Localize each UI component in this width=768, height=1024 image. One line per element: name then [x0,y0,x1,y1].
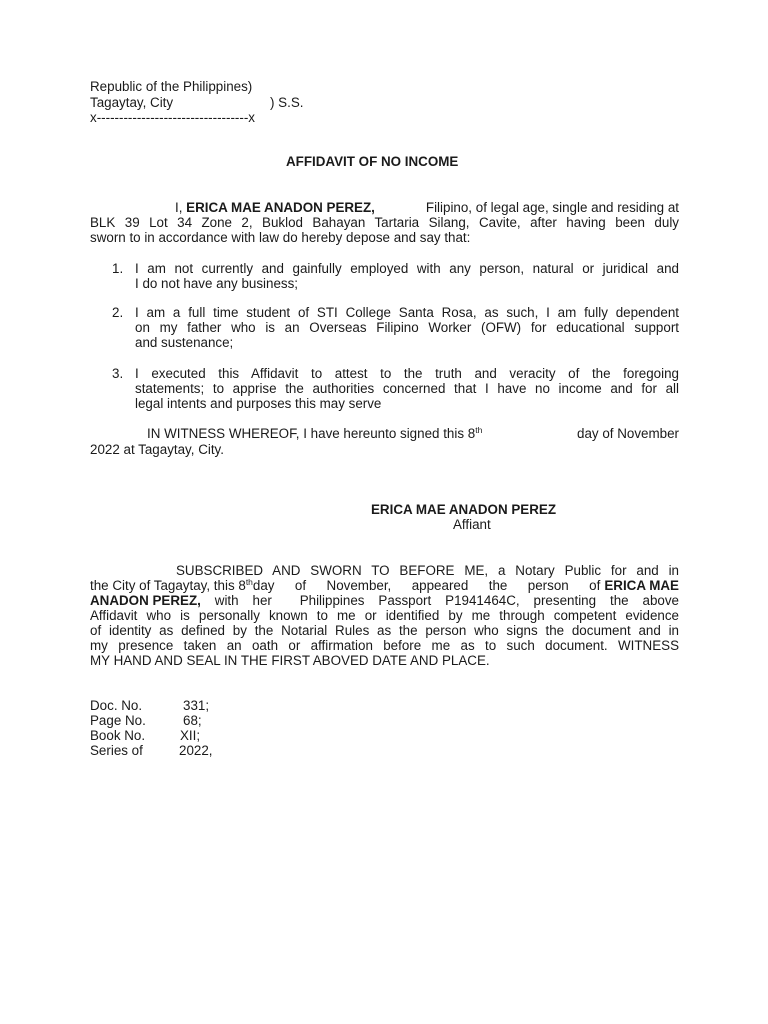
witness-line-1 [90,426,679,441]
venue-place: Tagaytay, City [90,95,174,110]
affiant-label: Affiant [453,517,491,532]
witness-text: IN WITNESS WHEREOF, I have hereunto signed this 8 [147,426,476,441]
item-2-line-1: I am a full time student of STI College Santa Rosa, as such, I am fully dependent [135,305,679,320]
jurat-line-7: MY HAND AND SEAL IN THE FIRST ABOVED DATE AND PLACE. [90,653,490,668]
item-1-line-1: I am not currently and gainfully employed with any person, natural or juridical and [135,261,679,276]
doc-no-value: 331; [183,698,210,713]
venue-ss: ) S.S. [270,95,304,110]
jurat-line-2: the City of Tagaytay, this 8th day of November, appeared the person of ERICA MAE [90,577,679,593]
item-3-line-3: legal intents and purposes this may serve [135,396,382,411]
item-3-number: 3. [112,366,124,381]
witness-day-suffix: th [475,425,483,435]
intro-prefix: I, [175,200,187,215]
book-no-label: Book No. [90,728,146,743]
intro-line-3: sworn to in accordance with law do hereby depose and say that: [90,230,471,245]
item-1-line-2: I do not have any business; [135,276,299,291]
jurat-line-1: SUBSCRIBED AND SWORN TO BEFORE ME, a Notary Public for and in [176,563,679,578]
affiant-name-inline: ERICA MAE ANADON PEREZ, [186,200,375,215]
item-1-number: 1. [112,261,124,276]
item-3-line-1: I executed this Affidavit to attest to the truth and veracity of the foregoing [135,366,679,381]
item-2-line-3: and sustenance; [135,335,234,350]
intro-line-1-rest: Filipino, of legal age, single and residing at [425,200,679,215]
jurat-line-4: Affidavit who is personally known to me or identified by me through competent evidence [90,608,679,623]
series-label: Series of [90,743,143,758]
book-no-value: XII; [180,728,201,743]
series-value: 2022, [179,743,213,758]
page-no-value: 68; [183,713,202,728]
venue-line-1: Republic of the Philippines) [90,79,253,94]
page-no-label: Page No. [90,713,146,728]
document-title: AFFIDAVIT OF NO INCOME [286,154,459,169]
item-3-line-2: statements; to apprise the authorities concerned that I have no income and for all [135,381,679,396]
affiant-signature-name: ERICA MAE ANADON PEREZ [371,502,556,517]
venue-separator: x----------------------------------x [90,110,256,125]
item-2-line-2: on my father who is an Overseas Filipino Worker (OFW) for educational support [135,320,679,335]
jurat-line-5: of identity as defined by the Notarial Rules as the person who signs the document and in [90,623,679,638]
venue-line-2 [90,95,173,110]
doc-no-label: Doc. No. [90,698,143,713]
affiant-name-jurat: ERICA MAE [604,578,679,593]
intro-line-2: BLK 39 Lot 34 Zone 2, Buklod Bahayan Tartaria Silang, Cavite, after having been duly [90,215,679,230]
jurat-line-3: ANADON PEREZ, with her Philippines Passport P1941464C, presenting the above [90,593,679,608]
intro-line-1 [90,200,679,215]
item-2-number: 2. [112,305,124,320]
jurat-line-6: my presence taken an oath or affirmation before me as to such document. WITNESS [90,638,679,653]
witness-line-2: 2022 at Tagaytay, City. [90,442,224,457]
witness-month: day of November [577,426,679,441]
